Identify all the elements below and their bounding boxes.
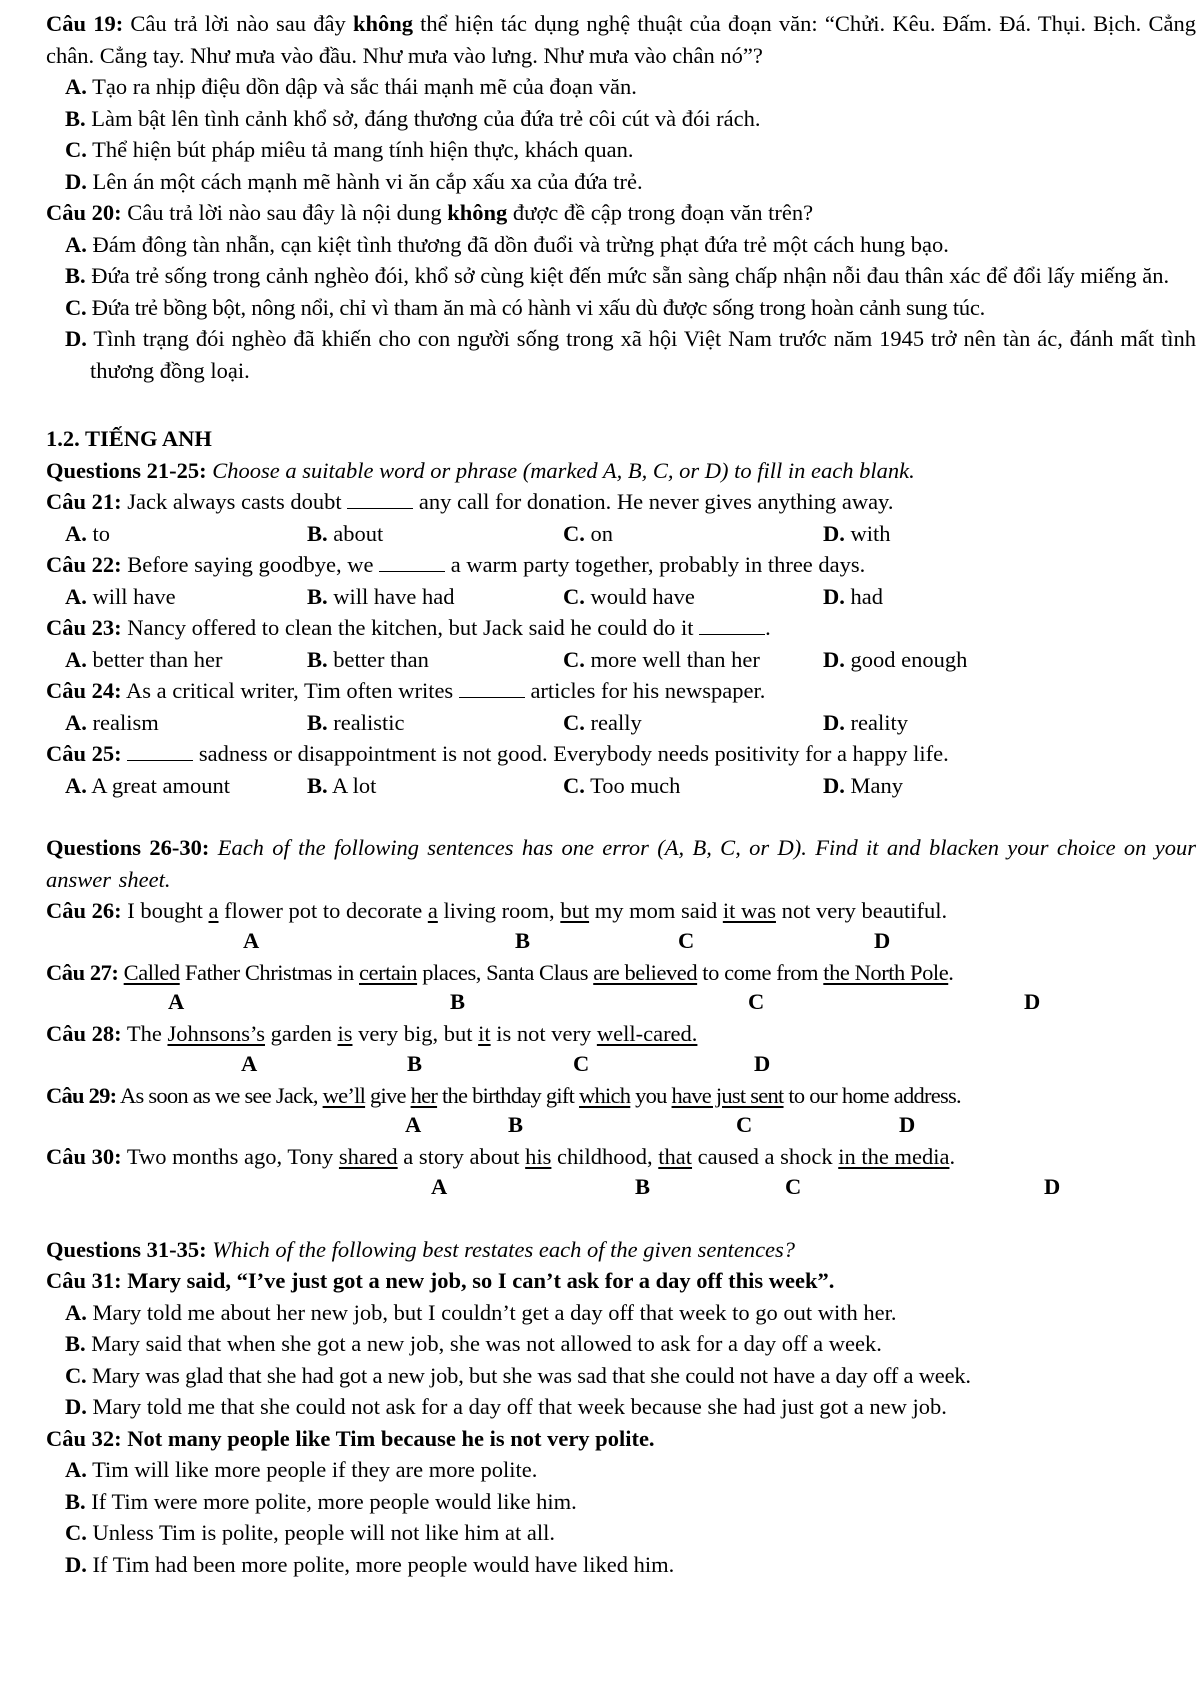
instruction-31-35: Questions 31-35: Which of the following best restates each of the given sentences? <box>46 1236 796 1262</box>
question-20-stem: Câu 20: Câu trả lời nào sau đây là nội dung không được đề cập trong đoạn văn trên? <box>46 200 814 225</box>
section-heading: 1.2. TIẾNG ANH <box>46 426 212 451</box>
question-25-options <box>46 770 1196 802</box>
question-31-options <box>46 1297 1196 1423</box>
option-c: C. Too much <box>563 772 681 798</box>
option-d: D. If Tim had been more polite, more people would have liked him. <box>65 1551 675 1577</box>
option-d: D. Many <box>823 772 903 798</box>
option-d: D. reality <box>823 709 908 735</box>
question-31-stem: Câu 31: Mary said, “I’ve just got a new job, so I can’t ask for a day off this week”. <box>46 1268 835 1293</box>
exam-page <box>46 8 1196 1580</box>
option-a: A. Đám đông tàn nhẫn, cạn kiệt tình thương đã dồn đuổi và trừng phạt đứa trẻ một cách hung bạo. <box>65 231 949 257</box>
question-28: Câu 28: The Johnsons’s garden is very big, but it is not very well-cared. <box>46 1021 698 1046</box>
question-28-labels: A B C D <box>241 1050 771 1076</box>
question-26: Câu 26: I bought a flower pot to decorate a living room, but my mom said it was not very beautiful. <box>46 898 948 923</box>
option-d: D. had <box>823 583 883 609</box>
question-32-stem: Câu 32: Not many people like Tim because he is not very polite. <box>46 1425 655 1451</box>
question-25: Câu 25: sadness or disappointment is not good. Everybody needs positivity for a happy life. <box>46 741 949 766</box>
instruction-21-25: Questions 21-25: Choose a suitable word or phrase (marked A, B, C, or D) to fill in each blank. <box>46 457 915 483</box>
question-27-labels: A B C D <box>168 989 1041 1014</box>
question-29-labels: A B C D <box>405 1112 916 1137</box>
option-c: C. Mary was glad that she had got a new job, but she was sad that she could not have a day off a week. <box>65 1362 971 1388</box>
option-c: C. Unless Tim is polite, people will not like him at all. <box>65 1520 555 1545</box>
option-a: A. Mary told me about her new job, but I couldn’t get a day off that week to go out with her. <box>65 1299 897 1325</box>
question-number: Câu 19: <box>46 11 124 36</box>
option-b: B. Làm bật lên tình cảnh khổ sở, đáng thương của đứa trẻ côi cút và đói rách. <box>65 105 761 131</box>
question-20-options <box>46 229 1196 387</box>
option-a: A. Tạo ra nhịp điệu dồn dập và sắc thái mạnh mẽ của đoạn văn. <box>65 74 637 99</box>
answer-blank <box>347 490 413 509</box>
question-30-labels: A B C D <box>431 1173 1061 1199</box>
question-number: Câu 20: <box>46 200 122 225</box>
option-b: B. A lot <box>307 772 377 798</box>
option-a: A. Tim will like more people if they are more polite. <box>65 1457 538 1482</box>
question-29: Câu 29: As soon as we see Jack, we’ll give her the birthday gift which you have just sent to our home address. <box>46 1082 961 1108</box>
option-b: B. better than <box>307 646 429 672</box>
question-21: Câu 21: Jack always casts doubt any call for donation. He never gives anything away. <box>46 489 894 514</box>
option-c: C. Thể hiện bút pháp miêu tả mang tính hiện thực, khách quan. <box>65 137 634 162</box>
option-a: A. to <box>65 520 111 546</box>
question-30: Câu 30: Two months ago, Tony shared a story about his childhood, that caused a shock in the media. <box>46 1144 956 1169</box>
question-23-options <box>46 644 1196 676</box>
answer-blank <box>379 553 445 572</box>
option-b: B. will have had <box>307 583 455 609</box>
question-26-labels: A B C D <box>243 927 891 953</box>
question-24-options <box>46 707 1196 739</box>
option-a: A. realism <box>65 709 159 735</box>
question-27: Câu 27: Called Father Christmas in certain places, Santa Claus are believed to come from the North Pole. <box>46 959 954 985</box>
option-d: D. Lên án một cách mạnh mẽ hành vi ăn cắp xấu xa của đứa trẻ. <box>65 168 643 194</box>
option-c: C. on <box>563 520 613 546</box>
option-b: B. Đứa trẻ sống trong cảnh nghèo đói, khổ sở cùng kiệt đến mức sẵn sàng chấp nhận nỗi đau thân xác để đổi lấy miếng ăn. <box>65 263 1170 288</box>
question-21-options <box>46 518 1196 550</box>
question-19-options <box>46 71 1196 197</box>
option-d: D. with <box>823 520 891 546</box>
option-a: A. better than her <box>65 646 223 672</box>
question-22-options <box>46 581 1196 613</box>
option-d: D. Mary told me that she could not ask for a day off that week because she had just got a new job. <box>65 1394 947 1419</box>
option-c: C. would have <box>563 583 695 609</box>
answer-blank <box>699 616 765 635</box>
question-32-options <box>46 1454 1196 1580</box>
question-24: Câu 24: As a critical writer, Tim often writes articles for his newspaper. <box>46 678 766 703</box>
option-b: B. about <box>307 520 384 546</box>
option-d: D. good enough <box>823 646 968 672</box>
option-c: C. really <box>563 709 642 735</box>
question-22: Câu 22: Before saying goodbye, we a warm party together, probably in three days. <box>46 552 866 577</box>
option-b: B. If Tim were more polite, more people would like him. <box>65 1488 577 1514</box>
option-d: D. Tình trạng đói nghèo đã khiến cho con người sống trong xã hội Việt Nam trước năm 1945 trở nên tàn ác, đánh mất tình thương đồng loại. <box>65 326 1196 383</box>
question-19-stem: Câu 19: Câu trả lời nào sau đây không thể hiện tác dụng nghệ thuật của đoạn văn: “Chửi. Kêu. Đấm. Đá. Thụi. Bịch. Cẳng chân. Cẳng tay. Như mưa vào đầu. Như mưa vào lưng. Như mưa vào chân nó”? <box>46 11 1196 68</box>
option-c: C. more well than her <box>563 646 760 672</box>
answer-blank <box>127 742 193 761</box>
question-23: Câu 23: Nancy offered to clean the kitchen, but Jack said he could do it . <box>46 615 771 640</box>
option-c: C. Đứa trẻ bồng bột, nông nổi, chỉ vì tham ăn mà có hành vi xấu dù được sống trong hoàn cảnh sung túc. <box>65 294 985 320</box>
option-b: B. realistic <box>307 709 405 735</box>
answer-blank <box>459 679 525 698</box>
option-a: A. A great amount <box>65 772 230 798</box>
option-b: B. Mary said that when she got a new job, she was not allowed to ask for a day off a week. <box>65 1331 882 1356</box>
instruction-26-30: Questions 26-30: Each of the following sentences has one error (A, B, C, or D). Find it and blacken your choice on your answer sheet. <box>46 835 1196 892</box>
option-a: A. will have <box>65 583 176 609</box>
